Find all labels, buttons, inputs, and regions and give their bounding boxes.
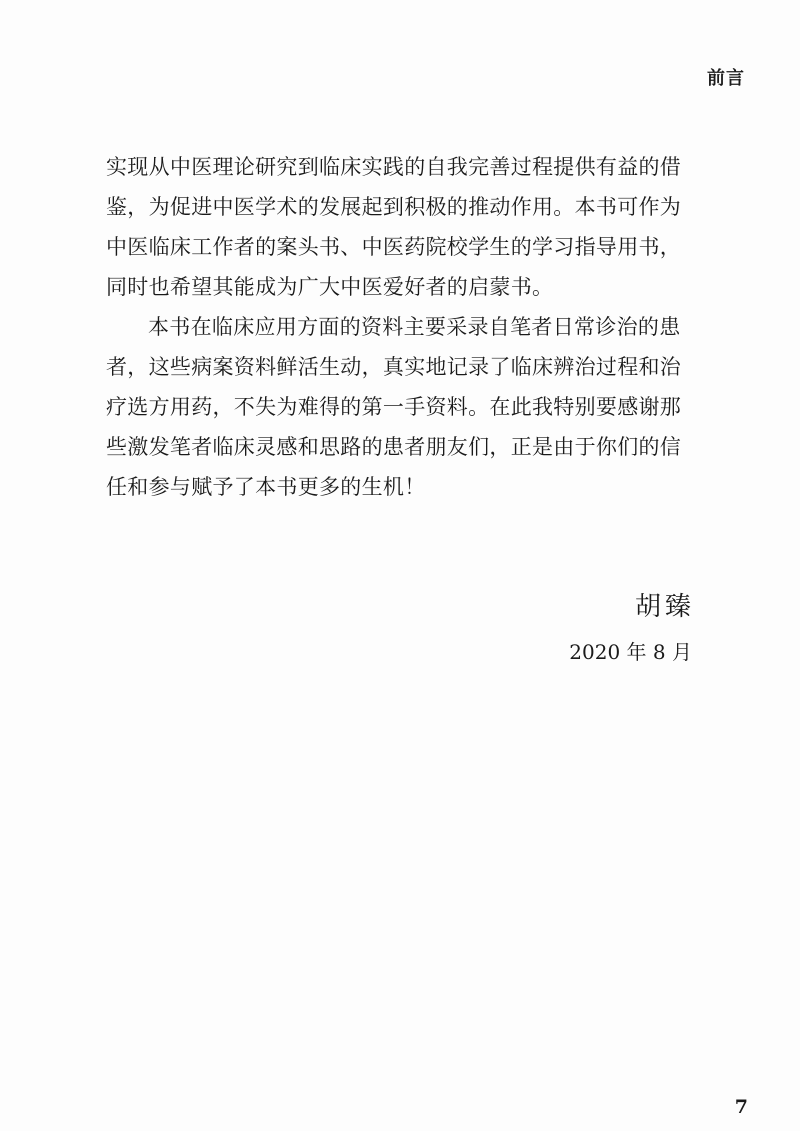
author-signature: 胡臻: [634, 592, 695, 622]
paragraph-line: 同时也希望其能成为广大中医爱好者的启蒙书。: [106, 275, 554, 299]
paragraph-line: 中医临床工作者的案头书、中医药院校学生的学习指导用书，: [106, 235, 682, 259]
page-number: 7: [734, 1096, 748, 1118]
running-header: 前言: [707, 68, 745, 89]
signature-date: 2020 年 8 月: [569, 640, 692, 664]
paragraph-line: 鉴，为促进中医学术的发展起到积极的推动作用。本书可作为: [106, 195, 682, 219]
preface-body: [106, 147, 702, 507]
paragraph-line: 些激发笔者临床灵感和思路的患者朋友们，正是由于你们的信: [106, 435, 682, 459]
paragraph-line: 任和参与赋予了本书更多的生机！: [106, 475, 426, 499]
paragraph-line: 者，这些病案资料鲜活生动，真实地记录了临床辨治过程和治: [106, 355, 682, 379]
paragraph-line: 本书在临床应用方面的资料主要采录自笔者日常诊治的患: [148, 315, 681, 339]
paragraph-line: 疗选方用药，不失为难得的第一手资料。在此我特别要感谢那: [106, 395, 682, 419]
paragraph-line: 实现从中医理论研究到临床实践的自我完善过程提供有益的借: [106, 155, 682, 179]
